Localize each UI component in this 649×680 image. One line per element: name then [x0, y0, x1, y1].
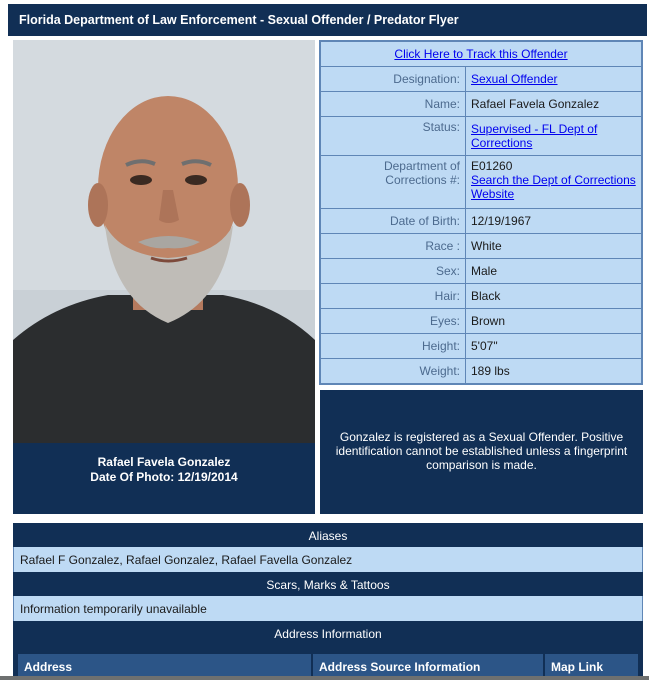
doc-label: Department of Corrections #:: [321, 156, 465, 208]
status-link[interactable]: Supervised - FL Dept of Corrections: [471, 122, 598, 150]
hair-value: Black: [466, 284, 641, 308]
photo-caption: [13, 443, 315, 514]
map-link-column-header: Map Link: [551, 660, 604, 674]
height-label: Height:: [321, 334, 465, 358]
eyes-value: Brown: [466, 309, 641, 333]
eyes-label: Eyes:: [321, 309, 465, 333]
weight-label: Weight:: [321, 359, 465, 383]
designation-label: Designation:: [321, 67, 465, 91]
name-value: Rafael Favela Gonzalez: [466, 92, 641, 116]
height-value: 5'07": [466, 334, 641, 358]
designation-link[interactable]: Sexual Offender: [471, 72, 558, 86]
doc-number: E01260: [471, 159, 513, 173]
status-label: Status:: [321, 117, 465, 155]
sex-value: Male: [466, 259, 641, 283]
address-column-header: Address: [18, 654, 313, 680]
address-heading: Address Information: [274, 627, 382, 641]
doc-search-link[interactable]: Search the Dept of Corrections Website: [471, 173, 636, 201]
sex-label: Sex:: [321, 259, 465, 283]
details-sections: [13, 523, 643, 680]
offender-info-table: [319, 40, 643, 385]
name-label: Name:: [321, 92, 465, 116]
scars-heading: Scars, Marks & Tattoos: [266, 578, 390, 592]
page-header: [8, 4, 647, 36]
offender-name-caption: Rafael Favela Gonzalez: [97, 455, 231, 469]
page-title: Florida Department of Law Enforcement - Sexual Offender / Predator Flyer: [19, 13, 459, 27]
race-label: Race :: [321, 234, 465, 258]
bottom-edge-strip: [0, 676, 649, 680]
track-offender-link[interactable]: Click Here to Track this Offender: [394, 47, 568, 61]
aliases-value: Rafael F Gonzalez, Rafael Gonzalez, Rafael Favella Gonzalez: [13, 547, 643, 572]
notice-text: Gonzalez is registered as a Sexual Offender. Positive identification cannot be established unless a fingerprint comparison is made.: [335, 430, 628, 472]
race-value: White: [466, 234, 641, 258]
address-source-column-header: Address Source Information: [313, 654, 545, 680]
scars-value: Information temporarily unavailable: [13, 596, 643, 621]
weight-value: 189 lbs: [466, 359, 641, 383]
aliases-heading: Aliases: [308, 529, 348, 543]
identification-notice: [320, 390, 643, 514]
dob-label: Date of Birth:: [321, 209, 465, 233]
offender-photo: [13, 40, 315, 443]
photo-date: Date Of Photo: 12/19/2014: [90, 470, 238, 484]
dob-value: 12/19/1967: [466, 209, 641, 233]
hair-label: Hair:: [321, 284, 465, 308]
photo-panel: [13, 40, 315, 514]
